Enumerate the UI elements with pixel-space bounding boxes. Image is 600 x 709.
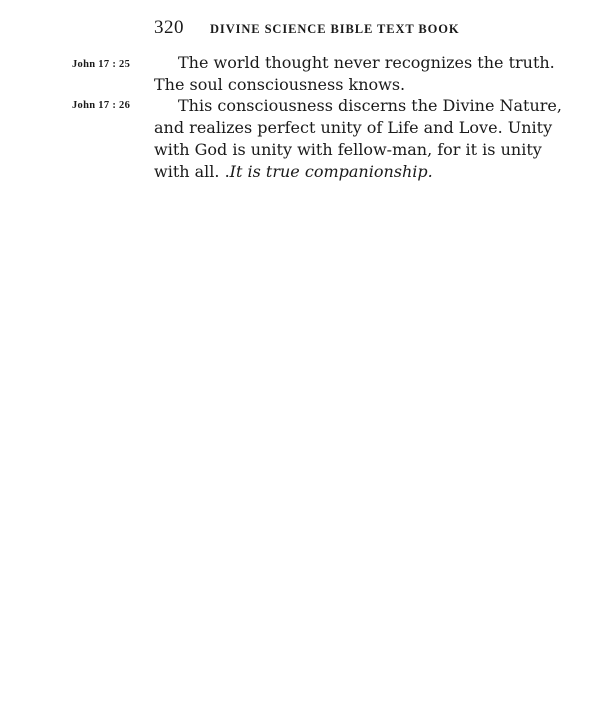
book-title: DIVINE SCIENCE BIBLE TEXT BOOK (210, 22, 460, 36)
running-head (154, 17, 554, 41)
verse-text (154, 95, 562, 183)
verse-line: and realizes perfect unity of Life and Love. Unity (154, 118, 553, 137)
verse-line-last (154, 161, 534, 183)
verse-line: The world thought never recognizes the truth. (178, 53, 555, 72)
verse-line: with God is unity with fellow-man, for it is unity (154, 140, 542, 159)
verse-reference: John 17 : 26 (72, 100, 131, 111)
page-number: 320 (154, 17, 184, 38)
verse-text (154, 52, 555, 96)
verse-line: This consciousness discerns the Divine Nature, (178, 96, 562, 115)
verse-reference: John 17 : 25 (72, 59, 131, 70)
italic-phrase: It is true companionship. (229, 162, 433, 181)
verse-line: The soul consciousness knows. (154, 75, 406, 94)
verse-line-start: with all. . (154, 162, 230, 181)
